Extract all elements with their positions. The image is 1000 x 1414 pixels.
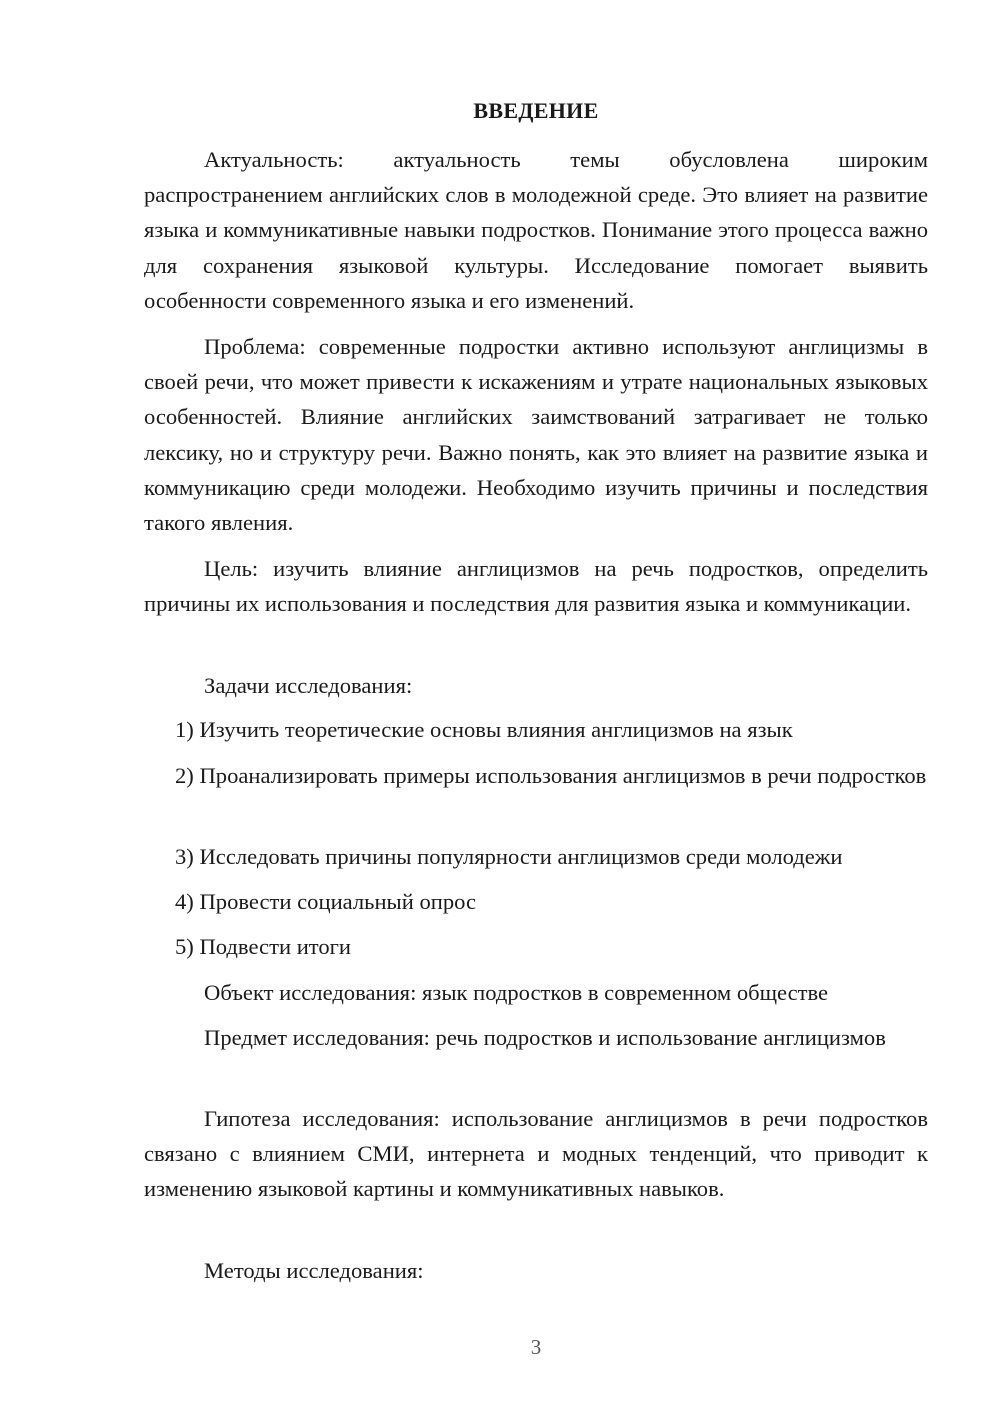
paragraph-relevance: Актуальность: актуальность темы обусловлена широким распространением английских слов в молодежной среде. Это влияет на развитие языка и коммуникативные навыки подростков. Понимание этого процесса важно для сохранения языковой культуры. Исследование помогает выявить особенности современного языка и его изменений. — [144, 147, 928, 313]
paragraph-subject: Предмет исследования: речь подростков и использование англицизмов — [204, 1025, 886, 1050]
paragraph-problem: Проблема: современные подростки активно используют англицизмы в своей речи, что может привести к искажениям и утрате национальных языковых особенностей. Влияние английских заимствований затрагивает не только лексику, но и структуру речи. Важно понять, как это влияет на развитие языка и коммуникацию среди молодежи. Необходимо изучить причины и последствия такого явления. — [144, 334, 928, 536]
section-title: ВВЕДЕНИЕ — [473, 98, 599, 123]
list-item-task-1: 1) Изучить теоретические основы влияния англицизмов на язык — [175, 717, 793, 742]
list-item-task-2: 2) Проанализировать примеры использования англицизмов в речи подростков — [175, 763, 927, 788]
paragraph-methods-heading: Методы исследования: — [204, 1258, 424, 1283]
paragraph-goal: Цель: изучить влияние англицизмов на речь подростков, определить причины их использования и последствия для развития языка и коммуникации. — [144, 556, 928, 617]
paragraph-hypothesis: Гипотеза исследования: использование англицизмов в речи подростков связано с влиянием СМИ, интернета и модных тенденций, что приводит к изменению языковой картины и коммуникативных навыков. — [144, 1106, 928, 1202]
paragraph-object: Объект исследования: язык подростков в современном обществе — [204, 980, 829, 1005]
list-item-task-3: 3) Исследовать причины популярности англицизмов среди молодежи — [175, 844, 843, 869]
list-item-task-5: 5) Подвести итоги — [175, 934, 352, 959]
document-page — [144, 0, 928, 1414]
paragraph-tasks-heading: Задачи исследования: — [204, 673, 413, 698]
list-item-task-4: 4) Провести социальный опрос — [175, 889, 477, 914]
page-number: 3 — [530, 1335, 542, 1359]
